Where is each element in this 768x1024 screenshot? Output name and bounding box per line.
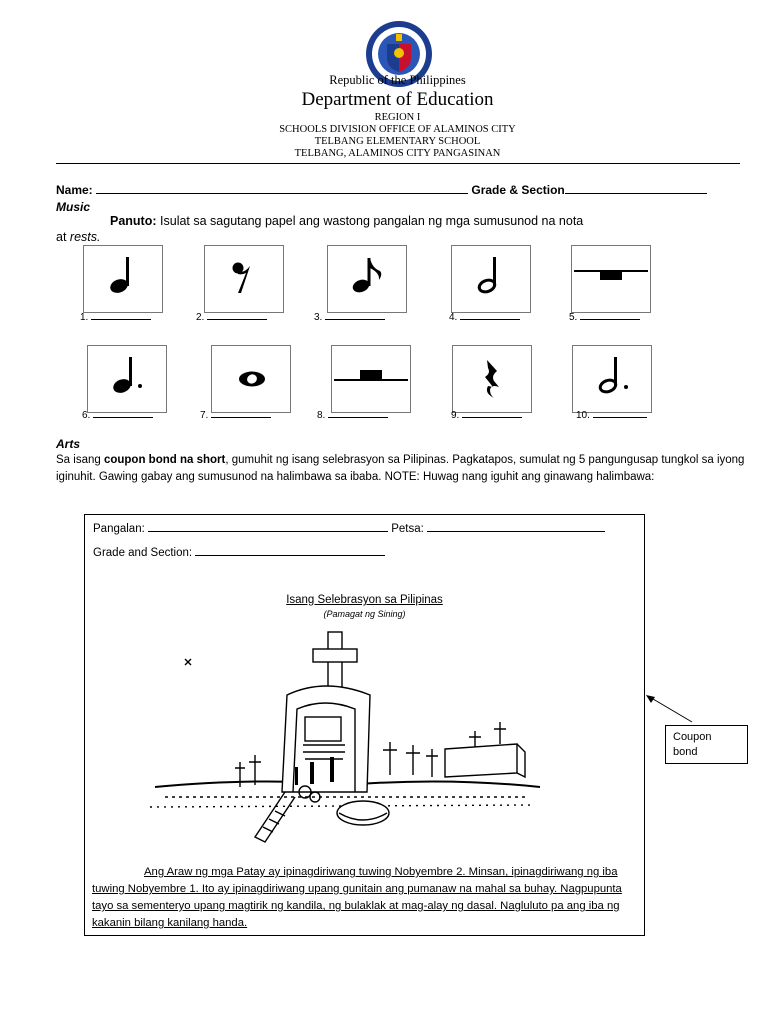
answer-blank-9[interactable]	[462, 408, 522, 418]
region-text: REGION I	[374, 112, 421, 123]
item-number-3: 3.	[314, 312, 323, 323]
music-box-9	[452, 345, 532, 413]
quarter-note-icon	[84, 246, 162, 312]
header-divider	[56, 163, 740, 164]
item-number-4: 4.	[449, 312, 458, 323]
coupon-bond-callout	[665, 725, 748, 764]
answer-blank-10[interactable]	[593, 408, 647, 418]
arts-text-1: Sa isang	[56, 454, 104, 466]
school-name: TELBANG ELEMENTARY SCHOOL	[314, 136, 481, 147]
pangalan-label: Pangalan:	[93, 523, 145, 535]
dotted-half-note-icon	[573, 346, 651, 412]
music-box-5	[571, 245, 651, 313]
answer-blank-3[interactable]	[325, 310, 385, 320]
music-instruction	[56, 213, 746, 245]
student-info-row	[56, 183, 707, 197]
item-number-9: 9.	[451, 410, 460, 421]
callout-arrow	[640, 690, 700, 730]
answer-blank-4[interactable]	[460, 310, 520, 320]
grade-section-label: Grade & Section	[471, 183, 565, 197]
music-box-7	[211, 345, 291, 413]
example-paragraph-text: Ang Araw ng mga Patay ay ipinagdiriwang tuwing Nobyembre 2. Minsan, ipinagdiriwang ng iba tuwing Nobyembre 1. Ito ay ipinagdiriwang upang gunitain ang pumanaw na mahal sa buhay. Nagpupunta tayo sa sementeryo upang magtirik ng kandila, ng bulaklak at mag-alay ng dasal. Nagluluto pa ang iba ng kakanin bilang kanilang handa.	[92, 866, 622, 929]
music-box-1	[83, 245, 163, 313]
eighth-note-icon	[328, 246, 406, 312]
eighth-rest-icon	[205, 246, 283, 312]
quarter-rest-icon	[453, 346, 531, 412]
half-rest-icon	[332, 346, 410, 412]
division-text: SCHOOLS DIVISION OFFICE OF ALAMINOS CITY	[279, 124, 516, 135]
music-box-6	[87, 345, 167, 413]
item-number-2: 2.	[196, 312, 205, 323]
music-box-2	[204, 245, 284, 313]
coupon-bond-example	[84, 514, 645, 936]
half-note-icon	[452, 246, 530, 312]
callout-text: Coupon bond	[673, 731, 712, 758]
petsa-label: Petsa:	[391, 523, 424, 535]
instruction-label: Panuto:	[110, 214, 157, 228]
petsa-blank[interactable]	[427, 521, 605, 532]
school-address: TELBANG, ALAMINOS CITY PANGASINAN	[294, 148, 501, 159]
music-box-4	[451, 245, 531, 313]
dotted-quarter-note-icon	[88, 346, 166, 412]
arts-instruction	[56, 452, 746, 485]
answer-blank-8[interactable]	[328, 408, 388, 418]
republic-text: Republic of the Philippines	[329, 73, 466, 87]
grade-and-section-label: Grade and Section:	[93, 547, 193, 559]
arts-text-bold: coupon bond na short	[103, 454, 226, 466]
answer-blank-2[interactable]	[207, 310, 267, 320]
item-number-1: 1.	[80, 312, 89, 323]
instruction-text: Isulat sa sagutang papel ang wastong pangalan ng mga sumusunod na nota	[160, 214, 584, 228]
music-heading: Music	[56, 200, 91, 214]
item-number-7: 7.	[200, 410, 209, 421]
arts-heading: Arts	[56, 437, 81, 451]
item-number-8: 8.	[317, 410, 326, 421]
name-label: Name:	[56, 183, 93, 197]
instruction-text-2: at	[56, 230, 67, 244]
grade-section-blank[interactable]	[565, 183, 707, 194]
instruction-italic: rests.	[69, 230, 101, 244]
cemetery-drawing	[145, 627, 545, 857]
music-box-3	[327, 245, 407, 313]
department-title: Department of Education	[301, 89, 494, 110]
item-number-6: 6.	[82, 410, 91, 421]
whole-rest-icon	[572, 246, 650, 312]
arts-text-2: , gumuhit ng isang selebrasyon sa Pilipinas. Pagkatapos, sumulat ng 5 pangungusap tungkol sa iyong iginuhit. Gawing gabay ang sumusunod na halimbawa sa ibaba. NOTE: Huwag nang iguhit ang ginawang halimbawa:	[56, 454, 745, 483]
music-box-8	[331, 345, 411, 413]
example-paragraph	[92, 864, 637, 932]
pangalan-blank[interactable]	[148, 521, 388, 532]
whole-note-icon	[212, 346, 290, 412]
answer-blank-1[interactable]	[91, 310, 151, 320]
answer-blank-6[interactable]	[93, 408, 153, 418]
grade-and-section-blank[interactable]	[195, 545, 385, 556]
item-number-10: 10.	[576, 410, 590, 421]
name-blank[interactable]	[96, 183, 468, 194]
answer-blank-5[interactable]	[580, 310, 640, 320]
artwork-subtitle: (Pamagat ng Sining)	[323, 609, 406, 619]
artwork-title: Isang Selebrasyon sa Pilipinas	[286, 594, 443, 606]
answer-blank-7[interactable]	[211, 408, 271, 418]
pangalan-row	[93, 521, 605, 535]
item-number-5: 5.	[569, 312, 578, 323]
grade-row	[93, 545, 385, 559]
music-box-10	[572, 345, 652, 413]
